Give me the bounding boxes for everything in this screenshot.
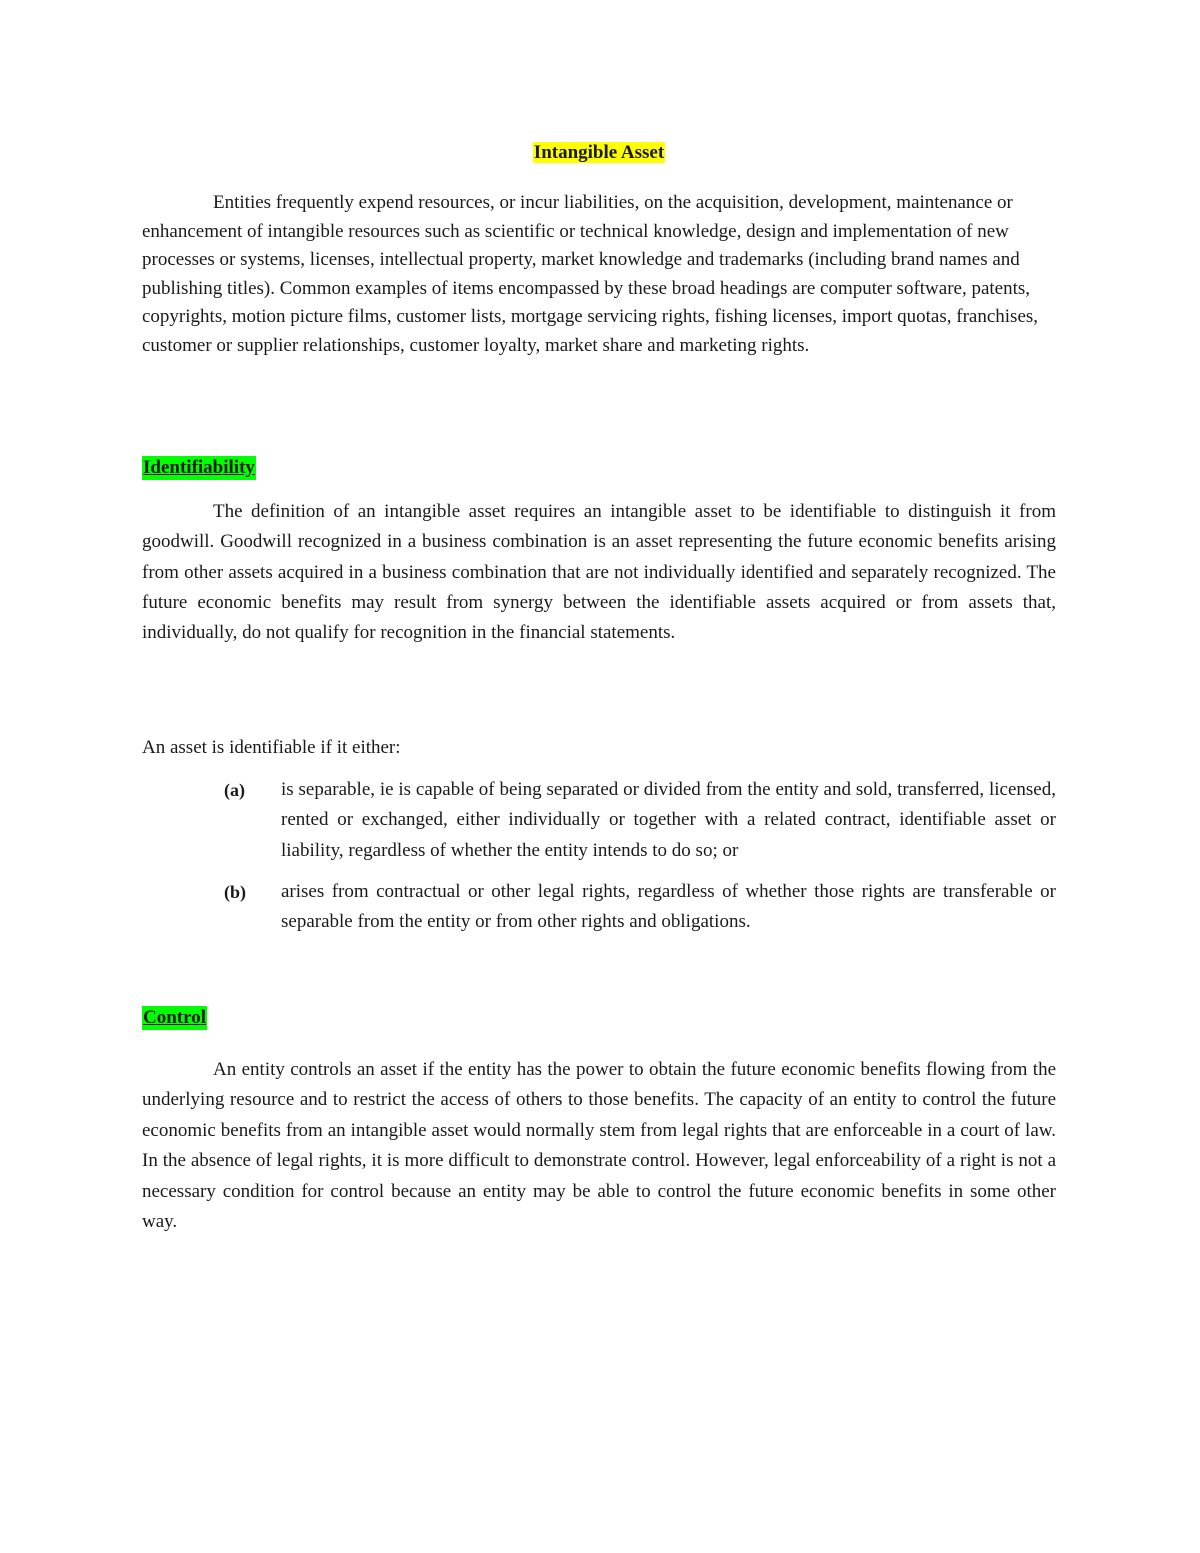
control-paragraph: An entity controls an asset if the entity has the power to obtain the future economic benefits flowing from the underlying resource and to restrict the access of others to those benefits. The capacity of an entity to control the future economic benefits from an intangible asset would normally stem from legal rights that are enforceable in a court of law. In the absence of legal rights, it is more difficult to demonstrate control. However, legal enforceability of a right is not a necessary condition for control because an entity may be able to control the future economic benefits in some other way. xyxy=(142,1059,1056,1233)
list-label-b: (b) xyxy=(224,882,246,902)
title-row xyxy=(142,142,1056,164)
section-heading-identifiability: Identifiability xyxy=(143,457,255,478)
list-text-a: is separable, ie is capable of being separated or divided from the entity and sold, transferred, licensed, rented or exchanged, either individually or together with a related contract, identifiable asset or liability, regardless of whether the entity intends to do so; or xyxy=(281,779,1056,861)
list-label-a: (a) xyxy=(224,780,245,800)
intro-paragraph: Entities frequently expend resources, or incur liabilities, on the acquisition, development, maintenance or enhancement of intangible resources such as scientific or technical knowledge, design and implementation of new processes or systems, licenses, intellectual property, market knowledge and trademarks (including brand names and publishing titles). Common examples of items encompassed by these broad headings are computer software, patents, copyrights, motion picture films, customer lists, mortgage servicing rights, fishing licenses, import quotas, franchises, customer or supplier relationships, customer loyalty, market share and marketing rights. xyxy=(142,192,1039,356)
list-text-b: arises from contractual or other legal rights, regardless of whether those rights are transferable or separable from the entity or from other rights and obligations. xyxy=(281,881,1056,933)
identifiability-paragraph: The definition of an intangible asset requires an intangible asset to be identifiable to distinguish it from goodwill. Goodwill recognized in a business combination is an asset representing the future economic benefits arising from other assets acquired in a business combination that are not individually identified and separately recognized. The future economic benefits may result from synergy between the identifiable assets acquired or from assets that, individually, do not qualify for recognition in the financial statements. xyxy=(142,501,1056,644)
identifiable-lead-in: An asset is identifiable if it either: xyxy=(142,737,401,758)
section-heading-control: Control xyxy=(143,1007,206,1028)
document-title: Intangible Asset xyxy=(533,142,665,163)
